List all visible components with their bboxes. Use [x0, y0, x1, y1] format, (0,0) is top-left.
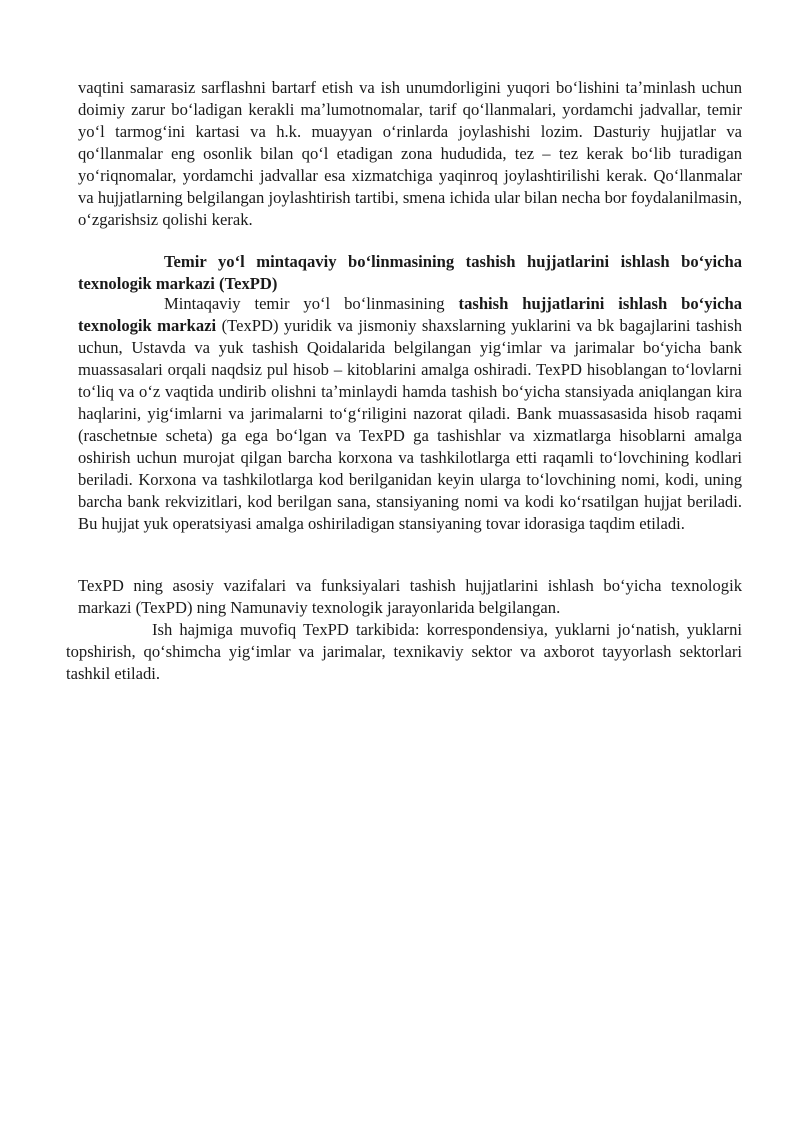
bold-term: tashish hujjatlarini ishlash boʻyicha texnologik markazi: [78, 294, 743, 335]
functions-paragraph: TexPD ning asosiy vazifalari va funksiyalari tashish hujjatlarini ishlash boʻyicha texnologik markazi (TexPD) ning Namunaviy texnologik jarayonlarida belgilangan.: [78, 576, 742, 617]
intro-paragraph: vaqtini samarasiz sarflashni bartarf etish va ish unumdorligini yuqori boʻlishini taʼminlash uchun doimiy zarur boʻladigan kerakli maʼlumotnomalar, tarif qoʻllanmalari, yordamchi jadvallar, temir yoʻl tarmogʻini kartasi va h.k. muayyan oʻrinlarda joylashishi lozim. Dasturiy hujjatlar va qoʻllanmalar eng osonlik bilan qoʻl etadigan zona hududida, tez – tez kerak boʻlib turadigan yoʻriqnomalar, yordamchi jadvallar esa xizmatchiga yaqinroq joylashtirilishi kerak. Qoʻllanmalar va hujjatlarning belgilangan joylashtirish tartibi, smena ichida ular bilan necha bor foydalanilmasin, oʻzgarishsiz qolishi kerak.: [78, 78, 742, 229]
section-heading: Temir yoʻl mintaqaviy boʻlinmasining tashish hujjatlarini ishlash boʻyicha texnologik markazi (TexPD): [78, 252, 742, 293]
paragraph-lead-text: Mintaqaviy temir yoʻl boʻlinmasining: [164, 294, 459, 313]
structure-paragraph: Ish hajmiga muvofiq TexPD tarkibida: korrespondensiya, yuklarni joʻnatish, yuklarni topshirish, qoʻshimcha yigʻimlar va jarimalar, texnikaviy sektor va axborot tayyorlash sektorlari tashkil etiladi.: [66, 620, 742, 683]
paragraph-body-text: (TexPD) yuridik va jismoniy shaxslarning yuklarini va bk bagajlarini tashish uchun, Ustavda va yuk tashish Qoidalarida belgilangan yigʻimlar va jarimalar boʻyicha bank muassasalari orqali naqdsiz pul hisob – kitoblarini amalga oshiradi. TexPD hisoblangan toʻlovlarni toʻliq va oʻz vaqtida undirib olishni taʼminlaydi hamda tashish boʻyicha stansiyada aniqlangan kira haqlarini, yigʻimlarni va jarimalarni toʻgʻriligini nazorat qiladi. Bank muassasasida hisob raqami (raschetnыe scheta) ga ega boʻlgan va TexPD ga tashishlar va xizmatlarga hisoblarni amalga oshirish uchun murojat qilgan barcha korxona va tashkilotlarga etti raqamli toʻlovchining kodlari beriladi. Korxona va tashkilotlarga kod berilganidan keyin ularga toʻlovchining nomi, kodi, uning barcha bank rekvizitlari, kod berilgan sana, stansiyaning nomi va kodi koʻrsatilgan hujjat beriladi. Bu hujjat yuk operatsiyasi amalga oshiriladigan stansiyaning tovar idorasiga taqdim etiladi.: [78, 316, 743, 533]
tex-pd-description-paragraph: [78, 293, 742, 535]
